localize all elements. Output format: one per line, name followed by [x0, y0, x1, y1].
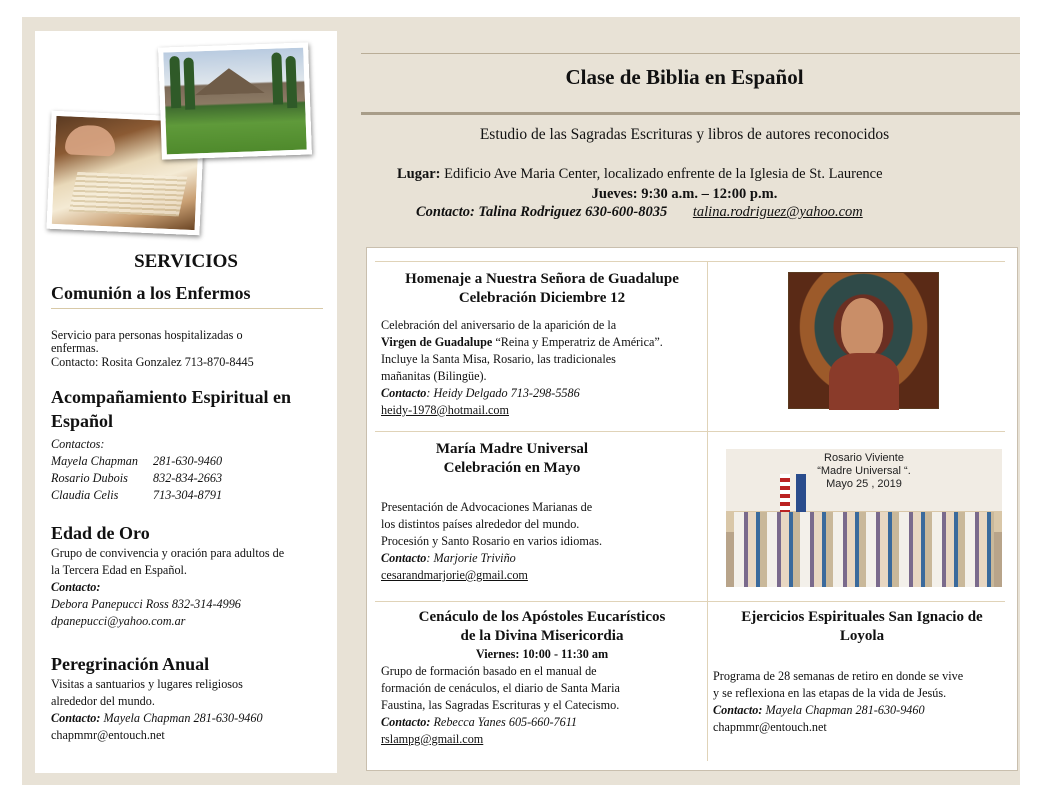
contact-name: Mayela Chapman [51, 453, 138, 468]
maria-title-2: Celebración en Mayo [443, 460, 581, 476]
guadalupe-virgin-name: Virgen de Guadalupe [381, 335, 493, 349]
peregrinacion-text-2: alrededor del mundo. [51, 694, 155, 709]
maria-contact-line [381, 550, 703, 567]
maria-contact: : Marjorie Triviño [426, 551, 516, 565]
acompanamiento-title-1: Acompañamiento Espiritual en [51, 387, 292, 407]
acompanamiento-title-2: Español [51, 411, 114, 432]
comunion-body [51, 327, 331, 371]
panel-divider [375, 261, 1005, 262]
edad-de-oro-text-2: la Tercera Edad en Español. [51, 563, 187, 578]
brochure-page [22, 17, 1020, 785]
peregrinacion-contact-line [51, 710, 331, 727]
edad-de-oro-email[interactable]: dpanepucci@yahoo.com.ar [51, 614, 186, 629]
guadalupe-text-2-line [381, 334, 703, 351]
section-divider [51, 308, 323, 309]
contacts-label: Contactos: [51, 436, 105, 451]
ejercicios-text-1: Programa de 28 semanas de retiro en donde se vive [713, 669, 964, 683]
guadalupe-title-2: Celebración Diciembre 12 [458, 290, 626, 306]
photo-collage [35, 31, 337, 246]
ejercicios-event [713, 608, 1011, 736]
guadalupe-contact-line [381, 385, 703, 402]
comunion-contact: Contacto: Rosita Gonzalez 713-870-8445 [51, 355, 254, 369]
guadalupe-contact-label: Contacto [381, 386, 427, 400]
contact-row [51, 487, 331, 504]
us-flag [780, 474, 790, 514]
panel-divider [375, 601, 1005, 602]
comunion-text-2: enfermas. [51, 341, 99, 355]
location-text: Edificio Ave Maria Center, localizado enfrente de la Iglesia de St. Laurence [440, 166, 883, 182]
maria-event [381, 440, 703, 584]
comunion-section [51, 281, 331, 305]
comunion-title: Comunión a los Enfermos [51, 283, 251, 303]
children-group [734, 512, 994, 587]
events-panel [366, 247, 1018, 771]
contact-name: Claudia Celis [51, 487, 119, 502]
guadalupe-text-4: mañanitas (Bilingüe). [381, 369, 487, 383]
guadalupe-contact: : Heidy Delgado 713-298-5586 [426, 386, 580, 400]
guadalupe-text-3: Incluye la Santa Misa, Rosario, las tradicionales [381, 352, 616, 366]
contact-phone: 281-630-9460 [153, 453, 223, 468]
virgin-of-guadalupe-image [788, 272, 939, 409]
class-contact: Contacto: Talina Rodriguez 630-600-8035 [416, 204, 668, 220]
peregrinacion-contact-label: Contacto: [51, 711, 101, 726]
main-column [349, 17, 1020, 785]
cenaculo-title-2: de la Divina Misericordia [460, 628, 624, 644]
cenaculo-contact-label: Contacto: [381, 715, 431, 729]
peregrinacion-text-1: Visitas a santuarios y lugares religiosos [51, 677, 243, 692]
maria-contact-label: Contacto [381, 551, 427, 565]
edad-de-oro-contact: Debora Panepucci Ross 832-314-4996 [51, 597, 241, 612]
ejercicios-contact-label: Contacto: [713, 703, 763, 717]
ejercicios-contact-line [713, 702, 1011, 719]
edad-de-oro-contact-label: Contacto: [51, 580, 101, 595]
guadalupe-text-1: Celebración del aniversario de la aparición de la [381, 318, 617, 332]
panel-divider [375, 431, 1005, 432]
peregrinacion-section [51, 652, 331, 744]
cenaculo-text-1: Grupo de formación basado en el manual de [381, 664, 597, 678]
maria-text-3: Procesión y Santo Rosario en varios idiomas. [381, 534, 603, 548]
edad-de-oro-section [51, 521, 331, 630]
flag [796, 474, 806, 514]
page-subtitle: Estudio de las Sagradas Escrituras y libros de autores reconocidos [479, 126, 890, 143]
panel-divider [707, 261, 708, 761]
page-title: Clase de Biblia en Español [565, 65, 804, 89]
edad-de-oro-text-1: Grupo de convivencia y oración para adultos de [51, 546, 285, 561]
cenaculo-text-3: Faustina, las Sagradas Escrituras y el Catecismo. [381, 698, 620, 712]
cenaculo-title-1: Cenáculo de los Apóstoles Eucarísticos [418, 609, 666, 625]
cenaculo-contact-line [381, 714, 703, 731]
edad-de-oro-title: Edad de Oro [51, 523, 150, 543]
comunion-text-1: Servicio para personas hospitalizadas o [51, 328, 243, 342]
services-title: SERVICIOS [134, 251, 238, 272]
title-top-rule [361, 53, 1020, 54]
guadalupe-title-1: Homenaje a Nuestra Señora de Guadalupe [405, 271, 679, 287]
ejercicios-text-2: y se reflexiona en las etapas de la vida de Jesús. [713, 686, 947, 700]
photo-caption-2: “Madre Universal “. [817, 465, 911, 477]
contact-phone: 832-834-2663 [153, 470, 223, 485]
contact-phone: 713-304-8791 [153, 487, 223, 502]
ejercicios-contact: Mayela Chapman 281-630-9460 [762, 703, 925, 717]
cenaculo-email[interactable]: rslampg@gmail.com [381, 732, 484, 746]
cenaculo-text-2: formación de cenáculos, el diario de Santa Maria [381, 681, 620, 695]
church-building-photo [158, 42, 312, 159]
cenaculo-contact: Rebecca Yanes 605-660-7611 [430, 715, 577, 729]
services-column [35, 31, 337, 773]
rosario-viviente-photo [726, 449, 1002, 587]
photo-caption [726, 452, 1002, 491]
ejercicios-email[interactable]: chapmmr@entouch.net [713, 720, 827, 734]
contact-name: Rosario Dubois [51, 470, 128, 485]
class-contact-line [416, 204, 1016, 221]
guadalupe-email[interactable]: heidy-1978@hotmail.com [381, 403, 509, 417]
guadalupe-event [381, 270, 703, 419]
title-bottom-rule [361, 112, 1020, 115]
contact-row [51, 470, 331, 487]
guadalupe-text-2: “Reina y Emperatriz de América”. [492, 335, 663, 349]
maria-text-1: Presentación de Advocaciones Marianas de [381, 500, 593, 514]
cenaculo-event [381, 608, 703, 748]
ejercicios-title-2: Loyola [839, 628, 885, 644]
class-contact-email[interactable]: talina.rodriguez@yahoo.com [692, 204, 863, 220]
acompanamiento-section [51, 385, 331, 504]
maria-title-1: María Madre Universal [435, 441, 589, 457]
peregrinacion-title: Peregrinación Anual [51, 654, 210, 674]
class-schedule: Jueves: 9:30 a.m. – 12:00 p.m. [591, 186, 778, 202]
location-line [397, 166, 997, 183]
maria-text-2: los distintos países alrededor del mundo. [381, 517, 580, 531]
peregrinacion-contact: Mayela Chapman 281-630-9460 [100, 711, 263, 726]
maria-email[interactable]: cesarandmarjorie@gmail.com [381, 568, 528, 582]
photo-caption-1: Rosario Viviente [824, 452, 904, 464]
contact-row [51, 453, 331, 470]
cenaculo-schedule: Viernes: 10:00 - 11:30 am [475, 647, 609, 661]
ejercicios-title-1: Ejercicios Espirituales San Ignacio de [741, 609, 983, 625]
photo-caption-3: Mayo 25 , 2019 [826, 478, 902, 490]
location-label: Lugar: [397, 166, 441, 182]
peregrinacion-email[interactable]: chapmmr@entouch.net [51, 728, 165, 743]
